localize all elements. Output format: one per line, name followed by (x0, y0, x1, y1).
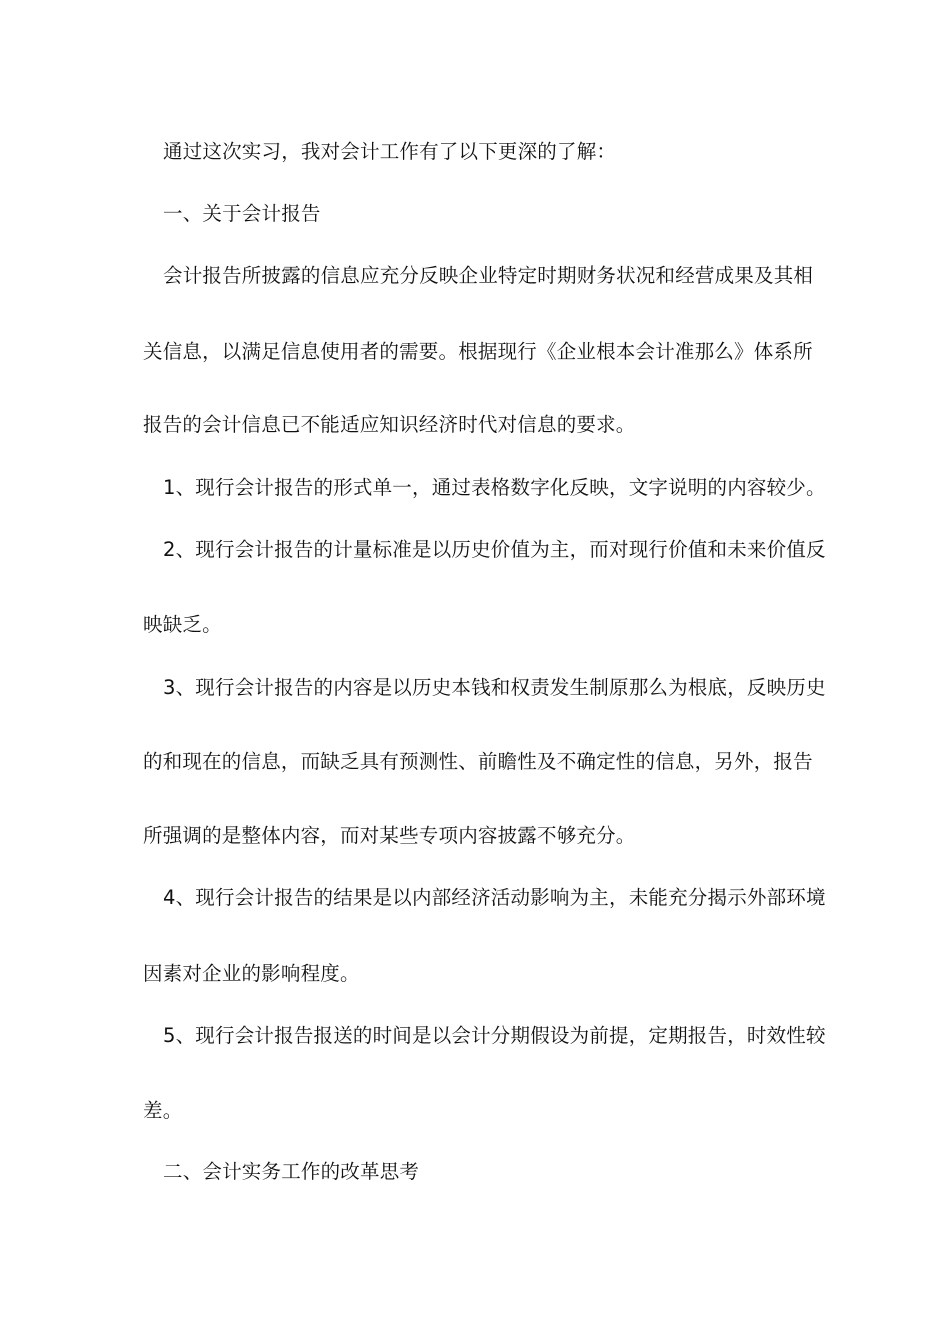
list-item-4: 4、现行会计报告的结果是以内部经济活动影响为主，未能充分揭示外部环境 (163, 886, 826, 909)
paragraph-line: 会计报告所披露的信息应充分反映企业特定时期财务状况和经营成果及其相 (163, 264, 814, 287)
list-item-5: 5、现行会计报告报送的时间是以会计分期假设为前提，定期报告，时效性较 (163, 1024, 826, 1047)
paragraph-line: 报告的会计信息已不能适应知识经济时代对信息的要求。 (143, 413, 636, 436)
paragraph-line: 关信息，以满足信息使用者的需要。根据现行《企业根本会计准那么》体系所 (143, 340, 813, 363)
list-item-3-continuation: 所强调的是整体内容，而对某些专项内容披露不够充分。 (143, 824, 636, 847)
list-item-3: 3、现行会计报告的内容是以历史本钱和权责发生制原那么为根底，反映历史 (163, 676, 826, 699)
intro-paragraph: 通过这次实习，我对会计工作有了以下更深的了解： (163, 140, 617, 163)
list-item-5-continuation: 差。 (143, 1099, 183, 1122)
list-item-3-continuation: 的和现在的信息，而缺乏具有预测性、前瞻性及不确定性的信息，另外，报告 (143, 750, 813, 773)
list-item-2-continuation: 映缺乏。 (143, 613, 222, 636)
list-item-4-continuation: 因素对企业的影响程度。 (143, 962, 360, 985)
section-heading-2: 二、会计实务工作的改革思考 (163, 1160, 420, 1183)
list-item-2: 2、现行会计报告的计量标准是以历史价值为主，而对现行价值和未来价值反 (163, 538, 826, 561)
section-heading-1: 一、关于会计报告 (163, 202, 321, 225)
list-item-1: 1、现行会计报告的形式单一，通过表格数字化反映，文字说明的内容较少。 (163, 476, 826, 499)
